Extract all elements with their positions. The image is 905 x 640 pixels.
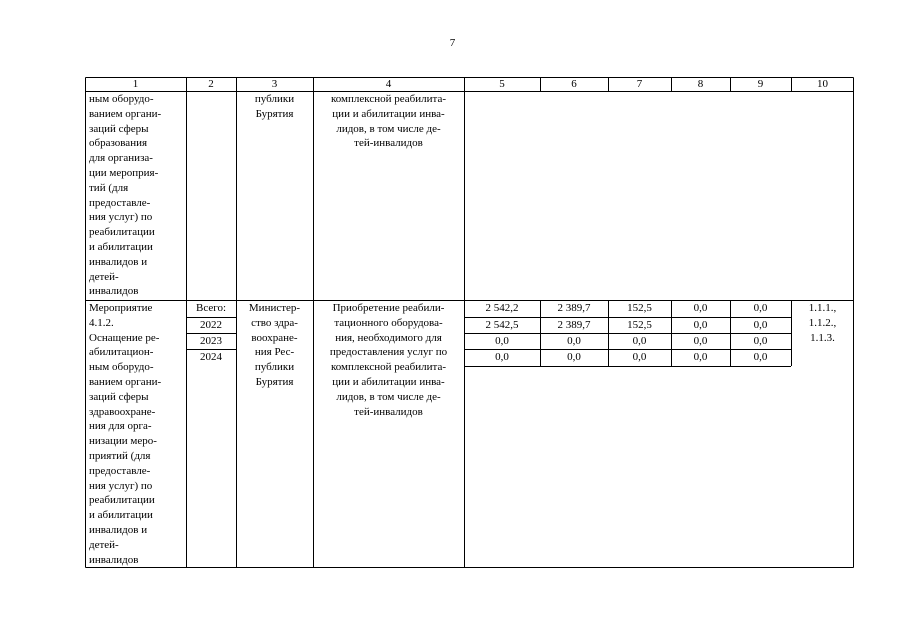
measure-value-cell: 0,0 (567, 351, 581, 363)
continuation-col1-line: заций сферы (89, 122, 149, 135)
continuation-col1-line: ванием органи- (89, 107, 162, 120)
header-cell: 7 (636, 78, 643, 90)
continuation-col1-line: для организа- (89, 152, 153, 165)
measure-value-cell: 2 542,2 (485, 302, 519, 314)
header-cell: 10 (817, 78, 828, 90)
continuation-col1-line: и абилитации (89, 241, 153, 253)
measure-value-cell: 0,0 (693, 302, 708, 314)
measure-col1-line: Мероприятие (89, 302, 153, 314)
header-cell: 5 (499, 78, 505, 90)
measure-col1-line: и абилитации (89, 509, 153, 522)
measure-col3-line: Бурятия (255, 376, 294, 388)
continuation-col1-line: ния услуг) по (89, 211, 153, 224)
measure-col10-line: 1.1.2., (808, 316, 837, 329)
continuation-col4-line: тей-инвалидов (354, 137, 423, 150)
measure-col4-line: тационного оборудова- (334, 316, 443, 329)
measure-value-cell: 2 389,7 (557, 319, 591, 331)
header-cell: 4 (385, 78, 392, 90)
header-cell: 8 (697, 78, 704, 90)
measure-value-cell: 0,0 (753, 319, 768, 331)
continuation-col3-line: публики (254, 93, 295, 105)
measure-col1-line: ния для орга- (89, 420, 152, 433)
measure-col4-line: предоставления услуг по (329, 346, 448, 359)
measure-col1-line: 4.1.2. (89, 316, 114, 329)
measure-col3-line: ния Рес- (254, 346, 295, 359)
continuation-col1-line: инвалидов и (89, 255, 148, 268)
header-cell: 9 (757, 78, 764, 90)
measure-col1-line: абилитацион- (89, 346, 154, 359)
measure-col4-line: ции и абилитации инва- (332, 376, 445, 388)
continuation-col4-line: комплексной реабилита- (330, 93, 447, 105)
continuation-col1-line: ным оборудо- (89, 93, 154, 105)
continuation-col1-line: предоставле- (89, 196, 151, 209)
measure-col1-line: здравоохране- (89, 405, 156, 418)
measure-col1-line: Оснащение ре- (89, 331, 160, 344)
continuation-col3-line: Бурятия (255, 107, 294, 120)
measure-col3-line: ство здра- (251, 316, 298, 329)
measure-value-cell: 0,0 (632, 335, 647, 347)
measure-value-cell: 0,0 (753, 335, 768, 347)
measure-value-cell: 0,0 (753, 302, 768, 314)
measure-value-cell: 0,0 (693, 351, 708, 363)
measure-value-cell: 2 542,5 (485, 319, 519, 331)
continuation-col1-line: образования (89, 137, 148, 150)
measure-value-cell: 0,0 (495, 351, 509, 363)
measure-col4-line: Приобретение реабили- (332, 302, 445, 314)
continuation-col1-line: ции мероприя- (89, 167, 159, 179)
measure-value-cell: 0,0 (567, 335, 581, 347)
continuation-col1-line: детей- (89, 270, 119, 283)
measure-col1-line: реабилитации (89, 494, 155, 507)
measure-col1-line: детей- (89, 538, 119, 551)
measure-col1-line: ванием органи- (89, 376, 162, 388)
program-table (85, 77, 854, 568)
measure-col1-line: ным оборудо- (89, 361, 154, 374)
header-cell: 1 (132, 78, 139, 90)
measure-value-cell: 0,0 (693, 319, 708, 331)
measure-col10-line: 1.1.3. (810, 331, 835, 344)
continuation-col1-line: реабилитации (89, 226, 155, 239)
measure-col1-line: приятий (для (89, 450, 151, 462)
page-number: 7 (449, 37, 456, 49)
measure-col1-line: инвалидов и (89, 524, 148, 536)
measure-col3-line: воохране- (251, 331, 298, 344)
measure-col4-line: тей-инвалидов (354, 405, 423, 418)
measure-value-cell: 0,0 (495, 335, 509, 347)
measure-value-cell: 0,0 (632, 351, 647, 363)
measure-col10-line: 1.1.1., (808, 302, 837, 314)
measure-value-cell: 152,5 (627, 319, 652, 331)
measure-year-cell: Всего: (195, 302, 227, 314)
measure-col4-line: комплексной реабилита- (330, 361, 447, 374)
continuation-col4-line: лидов, в том числе де- (336, 122, 441, 135)
header-cell: 6 (571, 78, 577, 90)
measure-col1-line: инвалидов (89, 553, 139, 566)
measure-col1-line: предоставле- (89, 464, 151, 477)
measure-col4-line: ния, необходимого для (335, 331, 442, 344)
continuation-col1-line: тий (для (89, 181, 129, 194)
measure-value-cell: 2 389,7 (557, 302, 591, 314)
header-cell: 3 (271, 78, 278, 90)
header-cell: 2 (208, 78, 214, 90)
measure-year-cell: 2023 (200, 335, 222, 347)
measure-value-cell: 152,5 (627, 302, 652, 314)
continuation-col4-line: ции и абилитации инва- (332, 107, 445, 120)
measure-value-cell: 0,0 (753, 351, 768, 363)
measure-col3-line: Министер- (248, 302, 301, 314)
measure-col1-line: заций сферы (89, 390, 149, 403)
measure-col1-line: низации меро- (89, 435, 157, 448)
measure-col4-line: лидов, в том числе де- (336, 390, 441, 403)
measure-col1-line: ния услуг) по (89, 479, 153, 492)
continuation-col1-line: инвалидов (89, 285, 139, 298)
measure-col3-line: публики (254, 361, 295, 374)
measure-value-cell: 0,0 (693, 335, 708, 347)
measure-year-cell: 2022 (200, 319, 222, 331)
measure-year-cell: 2024 (200, 351, 222, 363)
